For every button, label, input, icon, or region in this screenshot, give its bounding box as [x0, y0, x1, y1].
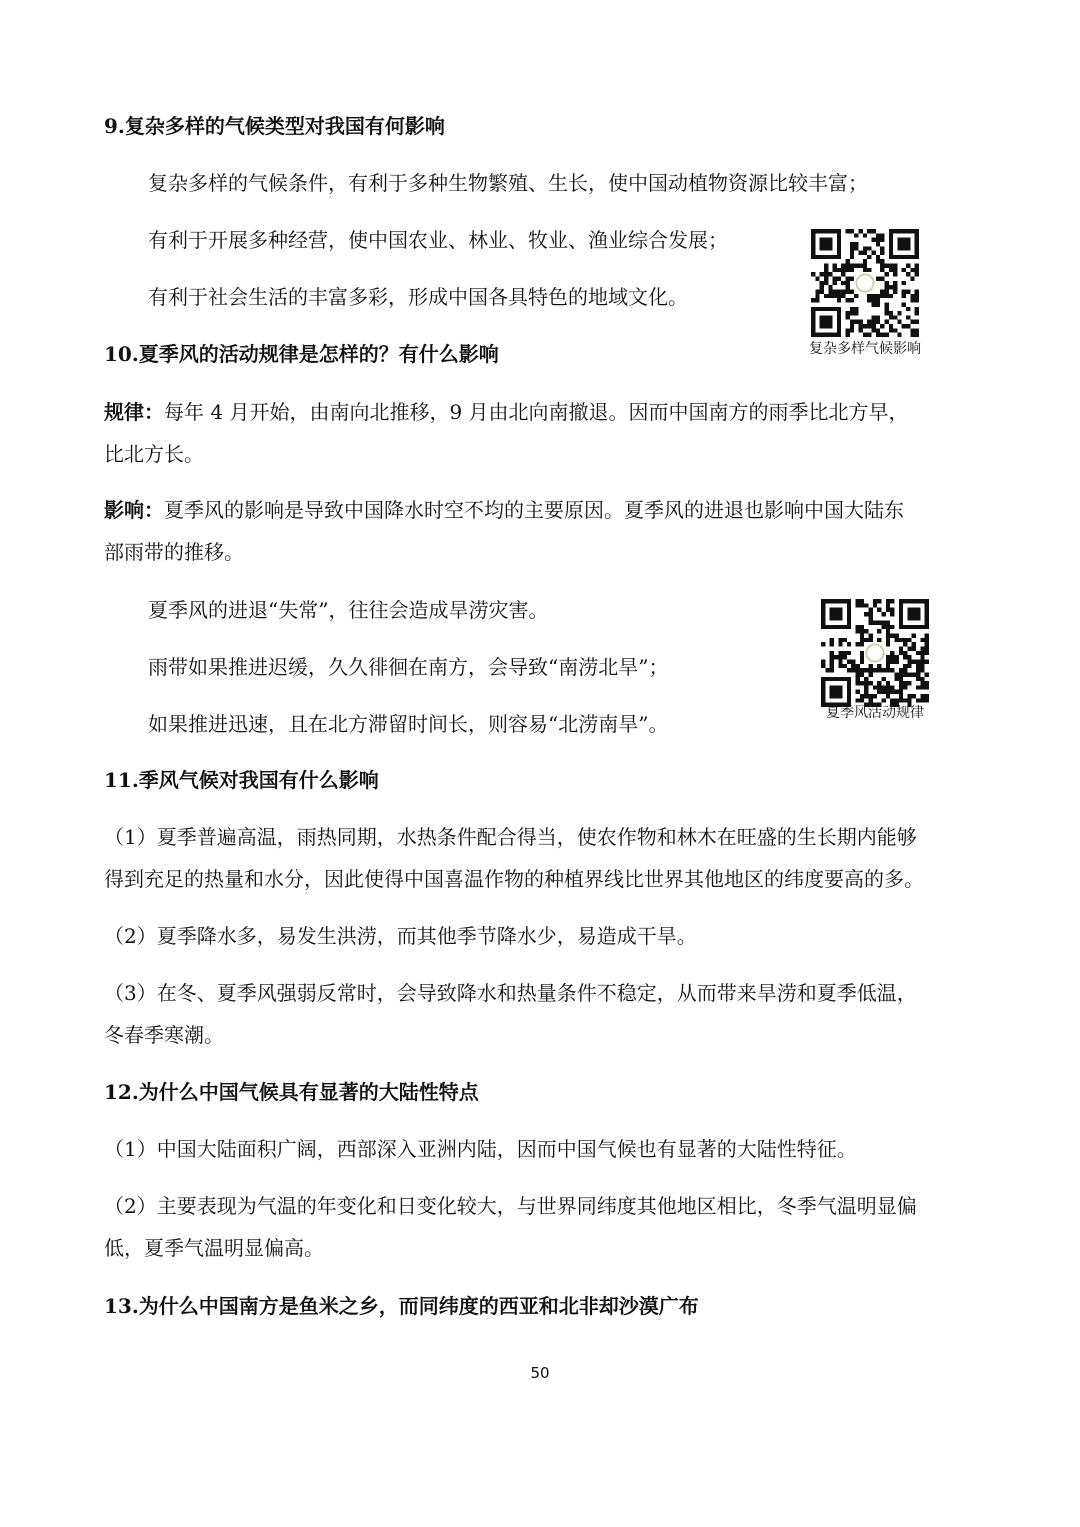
- q11-title: 11.季风气候对我国有什么影响: [104, 768, 379, 792]
- q11-item-3-line-2: 冬春季寒潮。: [104, 1023, 224, 1047]
- q10-rule-label: 规律：: [104, 400, 164, 424]
- q10-rule-text: 每年 4 月开始，由南向北推移，9 月由北向南撤退。因而中国南方的雨季比北方早，: [164, 400, 909, 424]
- q10-rule-line-1: [104, 398, 909, 426]
- q10-paragraph-2: 雨带如果推进迟缓，久久徘徊在南方，会导致“南涝北旱”；: [148, 655, 669, 679]
- qr-code-icon: [811, 229, 919, 337]
- qr-code-climate-impact[interactable]: [811, 229, 919, 337]
- q10-paragraph-3: 如果推进迅速，且在北方滞留时间长，则容易“北涝南旱”。: [148, 712, 669, 736]
- q10-effect-line-2: 部雨带的推移。: [104, 540, 244, 564]
- qr-code-icon: [821, 599, 929, 707]
- page-number: 50: [530, 1364, 550, 1382]
- q9-title: 9.复杂多样的气候类型对我国有何影响: [104, 114, 445, 138]
- q11-item-1-line-2: 得到充足的热量和水分，因此使得中国喜温作物的种植界线比世界其他地区的纬度要高的多。: [104, 867, 924, 891]
- q12-title: 12.为什么中国气候具有显著的大陆性特点: [104, 1080, 479, 1104]
- q9-paragraph-1: 复杂多样的气候条件，有利于多种生物繁殖、生长，使中国动植物资源比较丰富；: [148, 171, 868, 195]
- q12-item-1: （1）中国大陆面积广阔，西部深入亚洲内陆，因而中国气候也有显著的大陆性特征。: [104, 1137, 857, 1161]
- q11-item-1-line-1: （1）夏季普遍高温，雨热同期，水热条件配合得当，使农作物和林木在旺盛的生长期内能够: [104, 825, 917, 849]
- q9-paragraph-2: 有利于开展多种经营，使中国农业、林业、牧业、渔业综合发展；: [148, 228, 728, 252]
- q10-effect-line-1: [104, 496, 904, 524]
- q10-title: 10.夏季风的活动规律是怎样的？有什么影响: [104, 342, 499, 366]
- q12-item-2-line-1: （2）主要表现为气温的年变化和日变化较大，与世界同纬度其他地区相比，冬季气温明显偏: [104, 1194, 917, 1218]
- qr-caption-climate-impact: 复杂多样气候影响: [809, 341, 921, 357]
- q11-item-2: （2）夏季降水多，易发生洪涝，而其他季节降水少，易造成干旱。: [104, 924, 697, 948]
- q13-title: 13.为什么中国南方是鱼米之乡，而同纬度的西亚和北非却沙漠广布: [104, 1294, 699, 1318]
- q12-item-2-line-2: 低，夏季气温明显偏高。: [104, 1236, 324, 1260]
- qr-caption-summer-monsoon: 夏季风活动规律: [826, 705, 924, 721]
- q10-effect-label: 影响：: [104, 498, 164, 522]
- q11-item-3-line-1: （3）在冬、夏季风强弱反常时，会导致降水和热量条件不稳定，从而带来旱涝和夏季低温，: [104, 981, 917, 1005]
- q10-effect-text: 夏季风的影响是导致中国降水时空不均的主要原因。夏季风的进退也影响中国大陆东: [164, 498, 904, 522]
- q9-paragraph-3: 有利于社会生活的丰富多彩，形成中国各具特色的地域文化。: [148, 285, 688, 309]
- qr-code-summer-monsoon[interactable]: [821, 599, 929, 707]
- q10-rule-line-2: 比北方长。: [104, 442, 204, 466]
- q10-paragraph-1: 夏季风的进退“失常”，往往会造成旱涝灾害。: [148, 598, 549, 622]
